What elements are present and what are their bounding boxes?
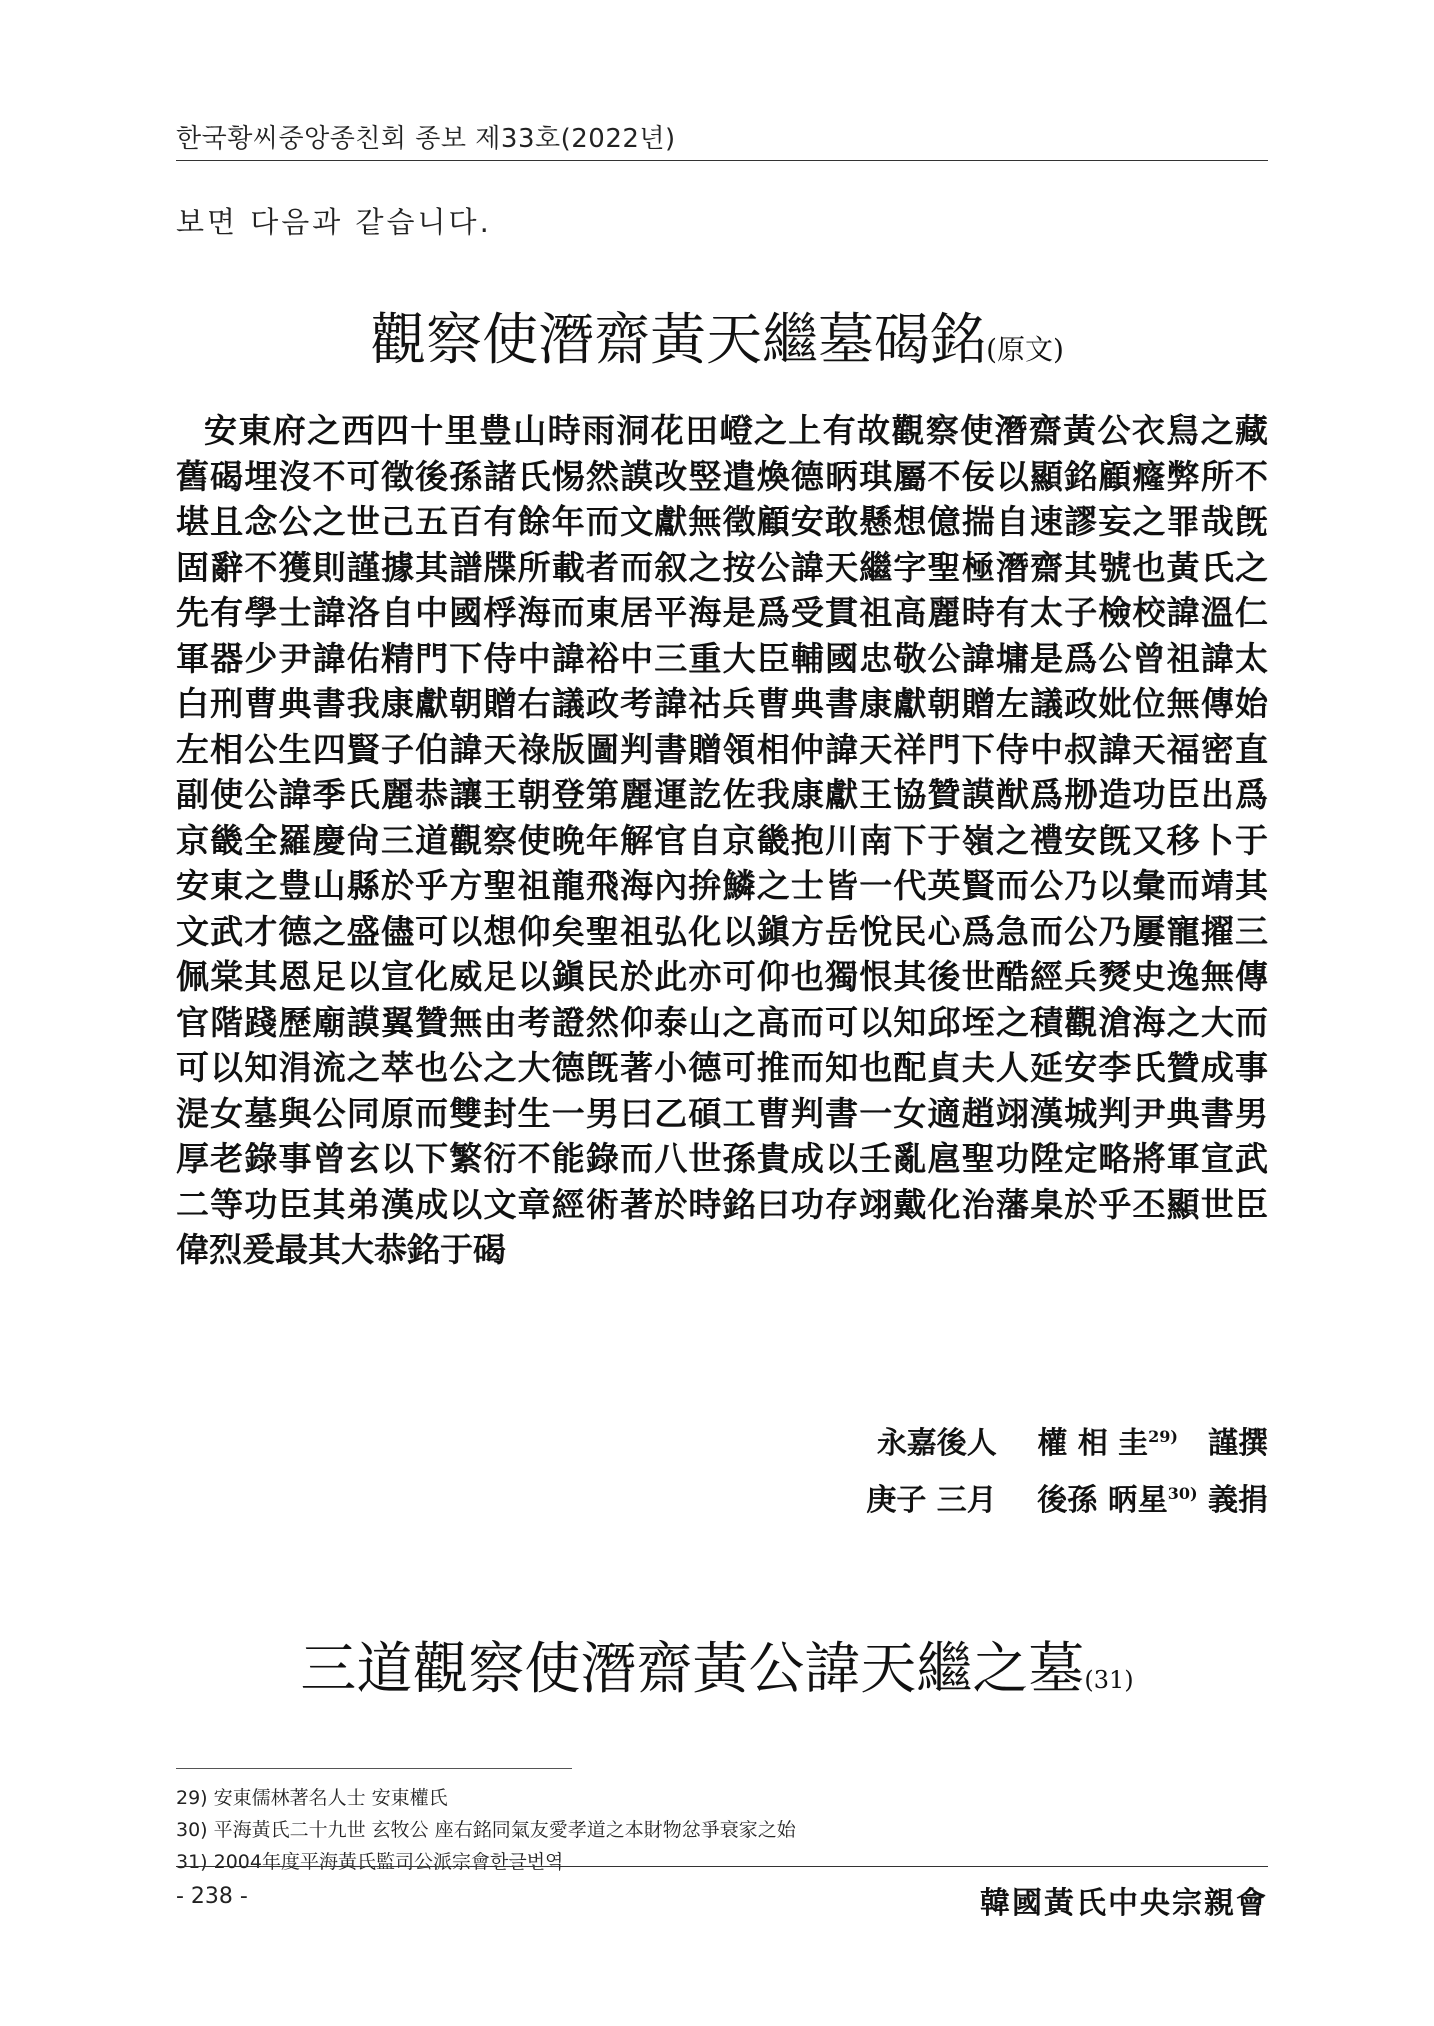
- footnote-ref-29: 29): [1148, 1427, 1178, 1446]
- body-line: 安東府之西四十里豊山時雨洞花田嶝之上有故觀察使潛齋黃公衣舃之藏: [204, 411, 1268, 450]
- body-line: 文武才德之盛儘可以想仰矣聖祖弘化以鎭方岳悅民心爲急而公乃屢寵擢三: [176, 911, 1268, 951]
- tomb-title: [0, 1625, 1434, 1705]
- donor-name: 庚子 三月 後孫 昞星: [866, 1483, 1168, 1518]
- footnote-29: 29) 安東儒林著名人士 安東權氏: [176, 1787, 448, 1809]
- page-number: - 238 -: [176, 1884, 248, 1909]
- author-signature: [176, 1418, 1268, 1462]
- body-line: 京畿全羅慶尙三道觀察使晩年解官自京畿抱川南下于嶺之禮安旣又移卜于: [176, 820, 1268, 860]
- body-line: 二等功臣其弟漢成以文章經術著於時銘曰功存翊戴化治藩臬於乎丕顯世臣: [176, 1184, 1268, 1224]
- author-role: 謹撰: [1208, 1426, 1268, 1461]
- donor-role: 義捐: [1208, 1483, 1268, 1518]
- body-line: 堪且念公之世己五百有餘年而文獻無徵顧安敢懸想億揣自速謬妄之罪哉旣: [176, 502, 1268, 541]
- donor-signature: [176, 1475, 1268, 1519]
- publisher-name: 韓國黃氏中央宗親會: [980, 1886, 1268, 1921]
- body-line: 官階踐歷廟謨翼贊無由考證然仰泰山之高而可以知邱垤之積觀滄海之大而: [176, 1002, 1268, 1042]
- body-line: 左相公生四賢子伯諱天祿版圖判書贈領相仲諱天祥門下侍中叔諱天福密直: [176, 729, 1268, 769]
- body-line: 軍器少尹諱佑精門下侍中諱裕中三重大臣輔國忠敬公諱墉是爲公曾祖諱太: [176, 638, 1268, 678]
- running-header: 한국황씨중앙종친회 종보 제33호(2022년): [176, 124, 676, 154]
- footnotes: [176, 1782, 796, 1878]
- footnote-divider: [176, 1768, 572, 1769]
- body-line: 可以知涓流之萃也公之大德旣著小德可推而知也配貞夫人延安李氏贊成事: [176, 1048, 1268, 1087]
- body-line: 舊碣埋沒不可徵後孫諸氏惕然謨改竪遣煥德昞琪屬不佞以顯銘顧癃弊所不: [176, 456, 1268, 496]
- footnote-31: 31) 2004年度平海黃氏監司公派宗會한글번역: [176, 1851, 564, 1873]
- inscription-body: [176, 408, 1268, 1273]
- footnote-30: 30) 平海黃氏二十九世 玄牧公 座右銘同氣友愛孝道之本財物忿爭衰家之始: [176, 1819, 796, 1841]
- body-line: 佩棠其恩足以宣化威足以鎭民於此亦可仰也獨恨其後世酷經兵燹史逸無傳: [176, 957, 1268, 996]
- inscription-title-text: 觀察使潛齋黃天繼墓碣銘: [370, 308, 987, 373]
- body-line: 白刑曹典書我康獻朝贈右議政考諱祜兵曹典書康獻朝贈左議政妣位無傳始: [176, 684, 1268, 723]
- inscription-title: [0, 296, 1434, 376]
- author-name: 永嘉後人 權 相 圭: [876, 1426, 1149, 1461]
- footnote-ref-30: 30): [1167, 1484, 1198, 1503]
- body-line: 偉烈爰最其大恭銘于碣: [176, 1230, 506, 1269]
- body-line: 湜女墓與公同原而雙封生一男曰乙碩工曹判書一女適趙翊漢城判尹典書男: [176, 1093, 1268, 1133]
- body-line: 副使公諱季氏麗恭讓王朝登第麗運訖佐我康獻王協贊謨猷爲刱造功臣出爲: [176, 775, 1268, 814]
- inscription-title-suffix: (原文): [986, 333, 1064, 366]
- body-line: 固辭不獲則謹據其譜牒所載者而叙之按公諱天繼字聖極潛齋其號也黃氏之: [176, 547, 1268, 587]
- body-line: 先有學士諱洛自中國桴海而東居平海是爲受貫祖高麗時有太子檢校諱溫仁: [176, 593, 1268, 632]
- header-divider: [176, 160, 1268, 161]
- tomb-title-suffix: (31): [1084, 1666, 1134, 1694]
- footer-divider: [176, 1866, 1268, 1867]
- intro-sentence: 보면 다음과 같습니다.: [176, 205, 492, 239]
- body-line: 厚老錄事曾玄以下繁衍不能錄而八世孫貴成以壬亂扈聖功陞定略將軍宣武: [176, 1139, 1268, 1178]
- tomb-title-text: 三道觀察使潛齋黃公諱天繼之墓: [300, 1637, 1085, 1702]
- body-line: 安東之豊山縣於乎方聖祖龍飛海內拚鱗之士皆一代英賢而公乃以彙而靖其: [176, 866, 1268, 905]
